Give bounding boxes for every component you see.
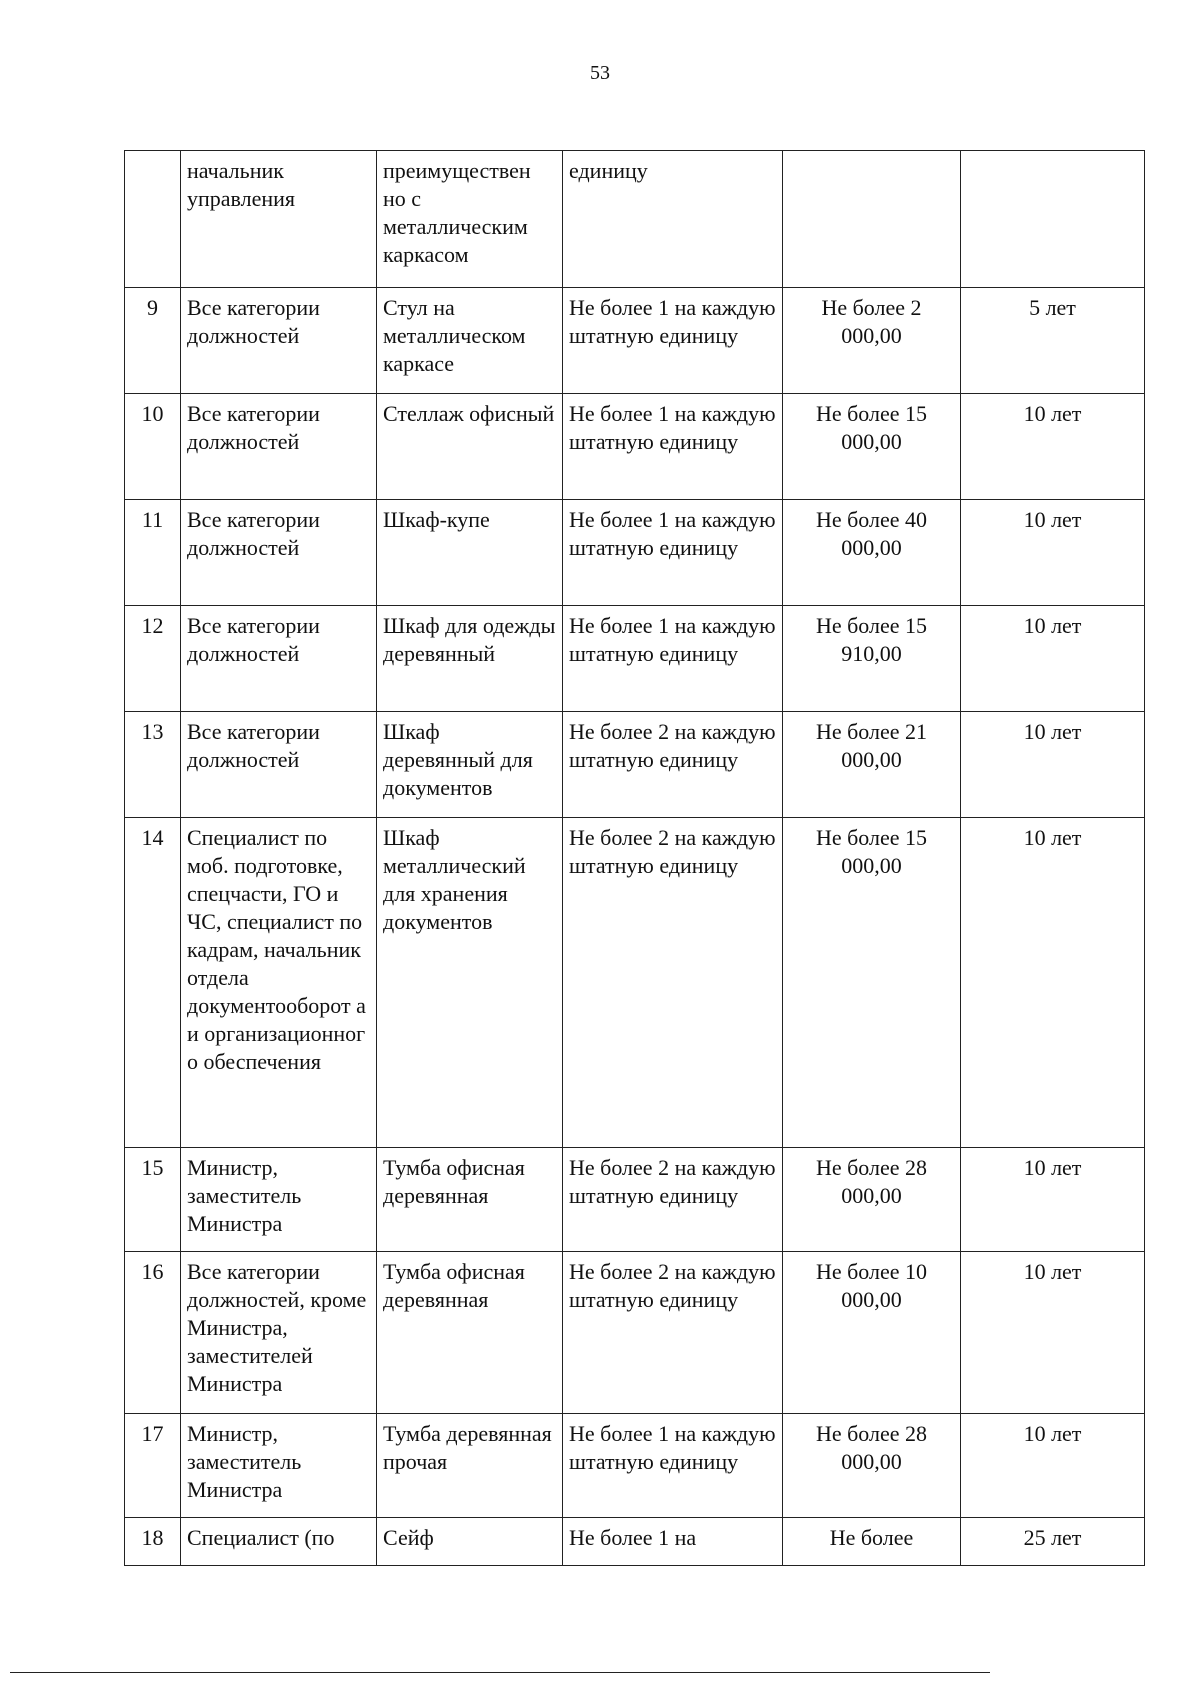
row-number: 12	[125, 606, 181, 712]
table-row	[125, 606, 1145, 712]
quantity-norm: Не более 2 на каждую штатную единицу	[563, 818, 783, 1148]
position-category: Специалист по моб. подготовке, спецчасти, ГО и ЧС, специалист по кадрам, начальник отдела документооборот а и организационног о обеспечения	[181, 818, 377, 1148]
row-number: 11	[125, 500, 181, 606]
service-term: 10 лет	[961, 500, 1145, 606]
position-category: Все категории должностей	[181, 606, 377, 712]
row-number: 16	[125, 1252, 181, 1414]
quantity-norm: Не более 1 на каждую штатную единицу	[563, 606, 783, 712]
row-number: 17	[125, 1414, 181, 1518]
quantity-norm: Не более 1 на каждую штатную единицу	[563, 394, 783, 500]
row-number: 18	[125, 1518, 181, 1566]
service-term	[961, 151, 1145, 288]
service-term: 5 лет	[961, 288, 1145, 394]
position-category: Министр, заместитель Министра	[181, 1148, 377, 1252]
price-limit: Не более	[783, 1518, 961, 1566]
row-number: 9	[125, 288, 181, 394]
table-row	[125, 151, 1145, 288]
row-number	[125, 151, 181, 288]
furniture-item: Шкаф металлический для хранения документов	[377, 818, 563, 1148]
furniture-item: Шкаф-купе	[377, 500, 563, 606]
norms-table	[124, 150, 1145, 1566]
position-category: Все категории должностей	[181, 394, 377, 500]
table-row	[125, 712, 1145, 818]
position-category: начальник управления	[181, 151, 377, 288]
table-row	[125, 1252, 1145, 1414]
furniture-item: Стеллаж офисный	[377, 394, 563, 500]
table-row	[125, 1518, 1145, 1566]
price-limit: Не более 2 000,00	[783, 288, 961, 394]
furniture-item: преимуществен но с металлическим каркасом	[377, 151, 563, 288]
position-category: Все категории должностей	[181, 500, 377, 606]
furniture-item: Шкаф деревянный для документов	[377, 712, 563, 818]
row-number: 15	[125, 1148, 181, 1252]
table-row	[125, 288, 1145, 394]
price-limit: Не более 10 000,00	[783, 1252, 961, 1414]
quantity-norm: единицу	[563, 151, 783, 288]
price-limit: Не более 15 000,00	[783, 394, 961, 500]
table-row	[125, 818, 1145, 1148]
service-term: 10 лет	[961, 1148, 1145, 1252]
quantity-norm: Не более 2 на каждую штатную единицу	[563, 1148, 783, 1252]
quantity-norm: Не более 2 на каждую штатную единицу	[563, 1252, 783, 1414]
position-category: Все категории должностей	[181, 288, 377, 394]
furniture-item: Стул на металлическом каркасе	[377, 288, 563, 394]
table-row	[125, 1414, 1145, 1518]
service-term: 25 лет	[961, 1518, 1145, 1566]
price-limit: Не более 28 000,00	[783, 1148, 961, 1252]
price-limit	[783, 151, 961, 288]
quantity-norm: Не более 2 на каждую штатную единицу	[563, 712, 783, 818]
row-number: 10	[125, 394, 181, 500]
position-category: Все категории должностей, кроме Министра, заместителей Министра	[181, 1252, 377, 1414]
table-row	[125, 500, 1145, 606]
row-number: 13	[125, 712, 181, 818]
service-term: 10 лет	[961, 394, 1145, 500]
service-term: 10 лет	[961, 606, 1145, 712]
price-limit: Не более 40 000,00	[783, 500, 961, 606]
table-row	[125, 1148, 1145, 1252]
service-term: 10 лет	[961, 1252, 1145, 1414]
service-term: 10 лет	[961, 1414, 1145, 1518]
furniture-item: Шкаф для одежды деревянный	[377, 606, 563, 712]
position-category: Специалист (по	[181, 1518, 377, 1566]
quantity-norm: Не более 1 на каждую штатную единицу	[563, 288, 783, 394]
price-limit: Не более 21 000,00	[783, 712, 961, 818]
price-limit: Не более 28 000,00	[783, 1414, 961, 1518]
furniture-item: Сейф	[377, 1518, 563, 1566]
table-body	[125, 151, 1145, 1566]
service-term: 10 лет	[961, 818, 1145, 1148]
quantity-norm: Не более 1 на	[563, 1518, 783, 1566]
furniture-item: Тумба офисная деревянная	[377, 1252, 563, 1414]
furniture-item: Тумба деревянная прочая	[377, 1414, 563, 1518]
position-category: Министр, заместитель Министра	[181, 1414, 377, 1518]
footer-rule	[10, 1672, 990, 1673]
quantity-norm: Не более 1 на каждую штатную единицу	[563, 1414, 783, 1518]
page-number: 53	[590, 62, 610, 84]
furniture-item: Тумба офисная деревянная	[377, 1148, 563, 1252]
row-number: 14	[125, 818, 181, 1148]
price-limit: Не более 15 000,00	[783, 818, 961, 1148]
position-category: Все категории должностей	[181, 712, 377, 818]
price-limit: Не более 15 910,00	[783, 606, 961, 712]
service-term: 10 лет	[961, 712, 1145, 818]
quantity-norm: Не более 1 на каждую штатную единицу	[563, 500, 783, 606]
table-row	[125, 394, 1145, 500]
